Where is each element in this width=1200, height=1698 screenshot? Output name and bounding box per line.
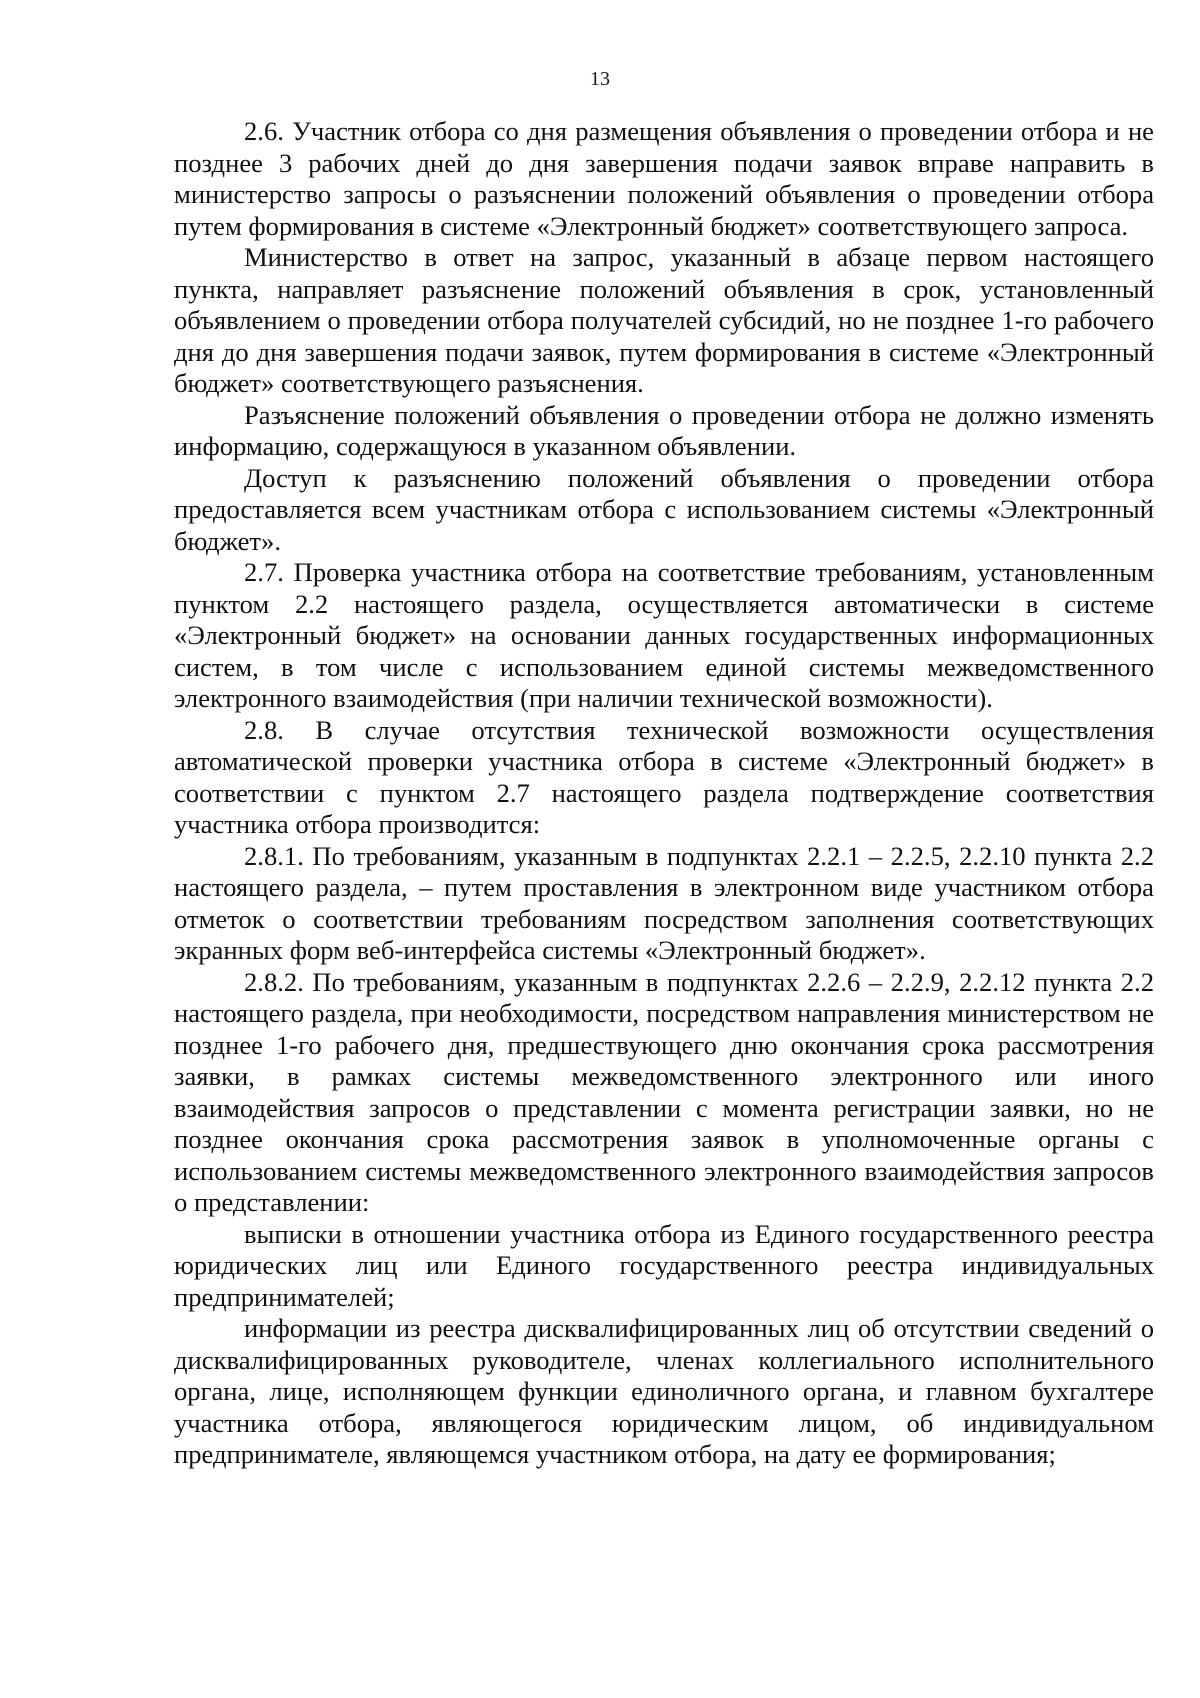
paragraph-clarification-scope: Разъяснение положений объявления о проведении отбора не должно изменять информацию, содержащуюся в указанном объявлении. <box>174 399 1154 461</box>
paragraph-clarification-access: Доступ к разъяснению положений объявления о проведении отбора предоставляется всем участникам отбора с использованием системы «Электронный бюджет». <box>174 462 1154 556</box>
paragraph-egrul-extract: выписки в отношении участника отбора из Единого государственного реестра юридических лиц или Единого государственного реестра индивидуальных предпринимателей; <box>174 1218 1154 1312</box>
paragraph-2-8-2: 2.8.2. По требованиям, указанным в подпунктах 2.2.6 – 2.2.9, 2.2.12 пункта 2.2 настоящего раздела, при необходимости, посредством направления министерством не позднее 1-го рабочего дня, предшествующего дню окончания срока рассмотрения заявки, в рамках системы межведомственного электронного или иного взаимодействия запросов о представлении с момента регистрации заявки, но не позднее окончания срока рассмотрения заявок в уполномоченные органы с использованием системы межведомственного электронного взаимодействия запросов о представлении: <box>174 966 1154 1217</box>
paragraph-ministry-response: Министерство в ответ на запрос, указанный в абзаце первом настоящего пункта, направляет разъяснение положений объявления в срок, установленный объявлением о проведении отбора получателей субсидий, но не позднее 1-го рабочего дня до дня завершения подачи заявок, путем формирования в системе «Электронный бюджет» соответствующего разъяснения. <box>174 242 1154 398</box>
paragraph-disqualified-registry: информации из реестра дисквалифицированных лиц об отсутствии сведений о дисквалифицированных руководителе, членах коллегиального исполнительного органа, лице, исполняющем функции единоличного органа, и главном бухгалтере участника отбора, являющегося юридическим лицом, об индивидуальном предпринимателе, являющемся участником отбора, на дату ее формирования; <box>174 1313 1154 1469</box>
paragraph-2-7: 2.7. Проверка участника отбора на соответствие требованиям, установленным пунктом 2.2 настоящего раздела, осуществляется автоматически в системе «Электронный бюджет» на основании данных государственных информационных систем, в том числе с использованием единой системы межведомственного электронного взаимодействия (при наличии технической возможности). <box>174 557 1154 713</box>
document-body <box>174 116 1154 1471</box>
page-number: 13 <box>590 68 610 90</box>
paragraph-2-8: 2.8. В случае отсутствия технической возможности осуществления автоматической проверки участника отбора в системе «Электронный бюджет» в соответствии с пунктом 2.7 настоящего раздела подтверждение соответствия участника отбора производится: <box>174 714 1154 839</box>
paragraph-2-8-1: 2.8.1. По требованиям, указанным в подпунктах 2.2.1 – 2.2.5, 2.2.10 пункта 2.2 настоящего раздела, – путем проставления в электронном виде участником отбора отметок о соответствии требованиям посредством заполнения соответствующих экранных форм веб-интерфейса системы «Электронный бюджет». <box>174 840 1154 965</box>
paragraph-2-6: 2.6. Участник отбора со дня размещения объявления о проведении отбора и не позднее 3 рабочих дней до дня завершения подачи заявок вправе направить в министерство запросы о разъяснении положений объявления о проведении отбора путем формирования в системе «Электронный бюджет» соответствующего запроса. <box>174 116 1154 241</box>
